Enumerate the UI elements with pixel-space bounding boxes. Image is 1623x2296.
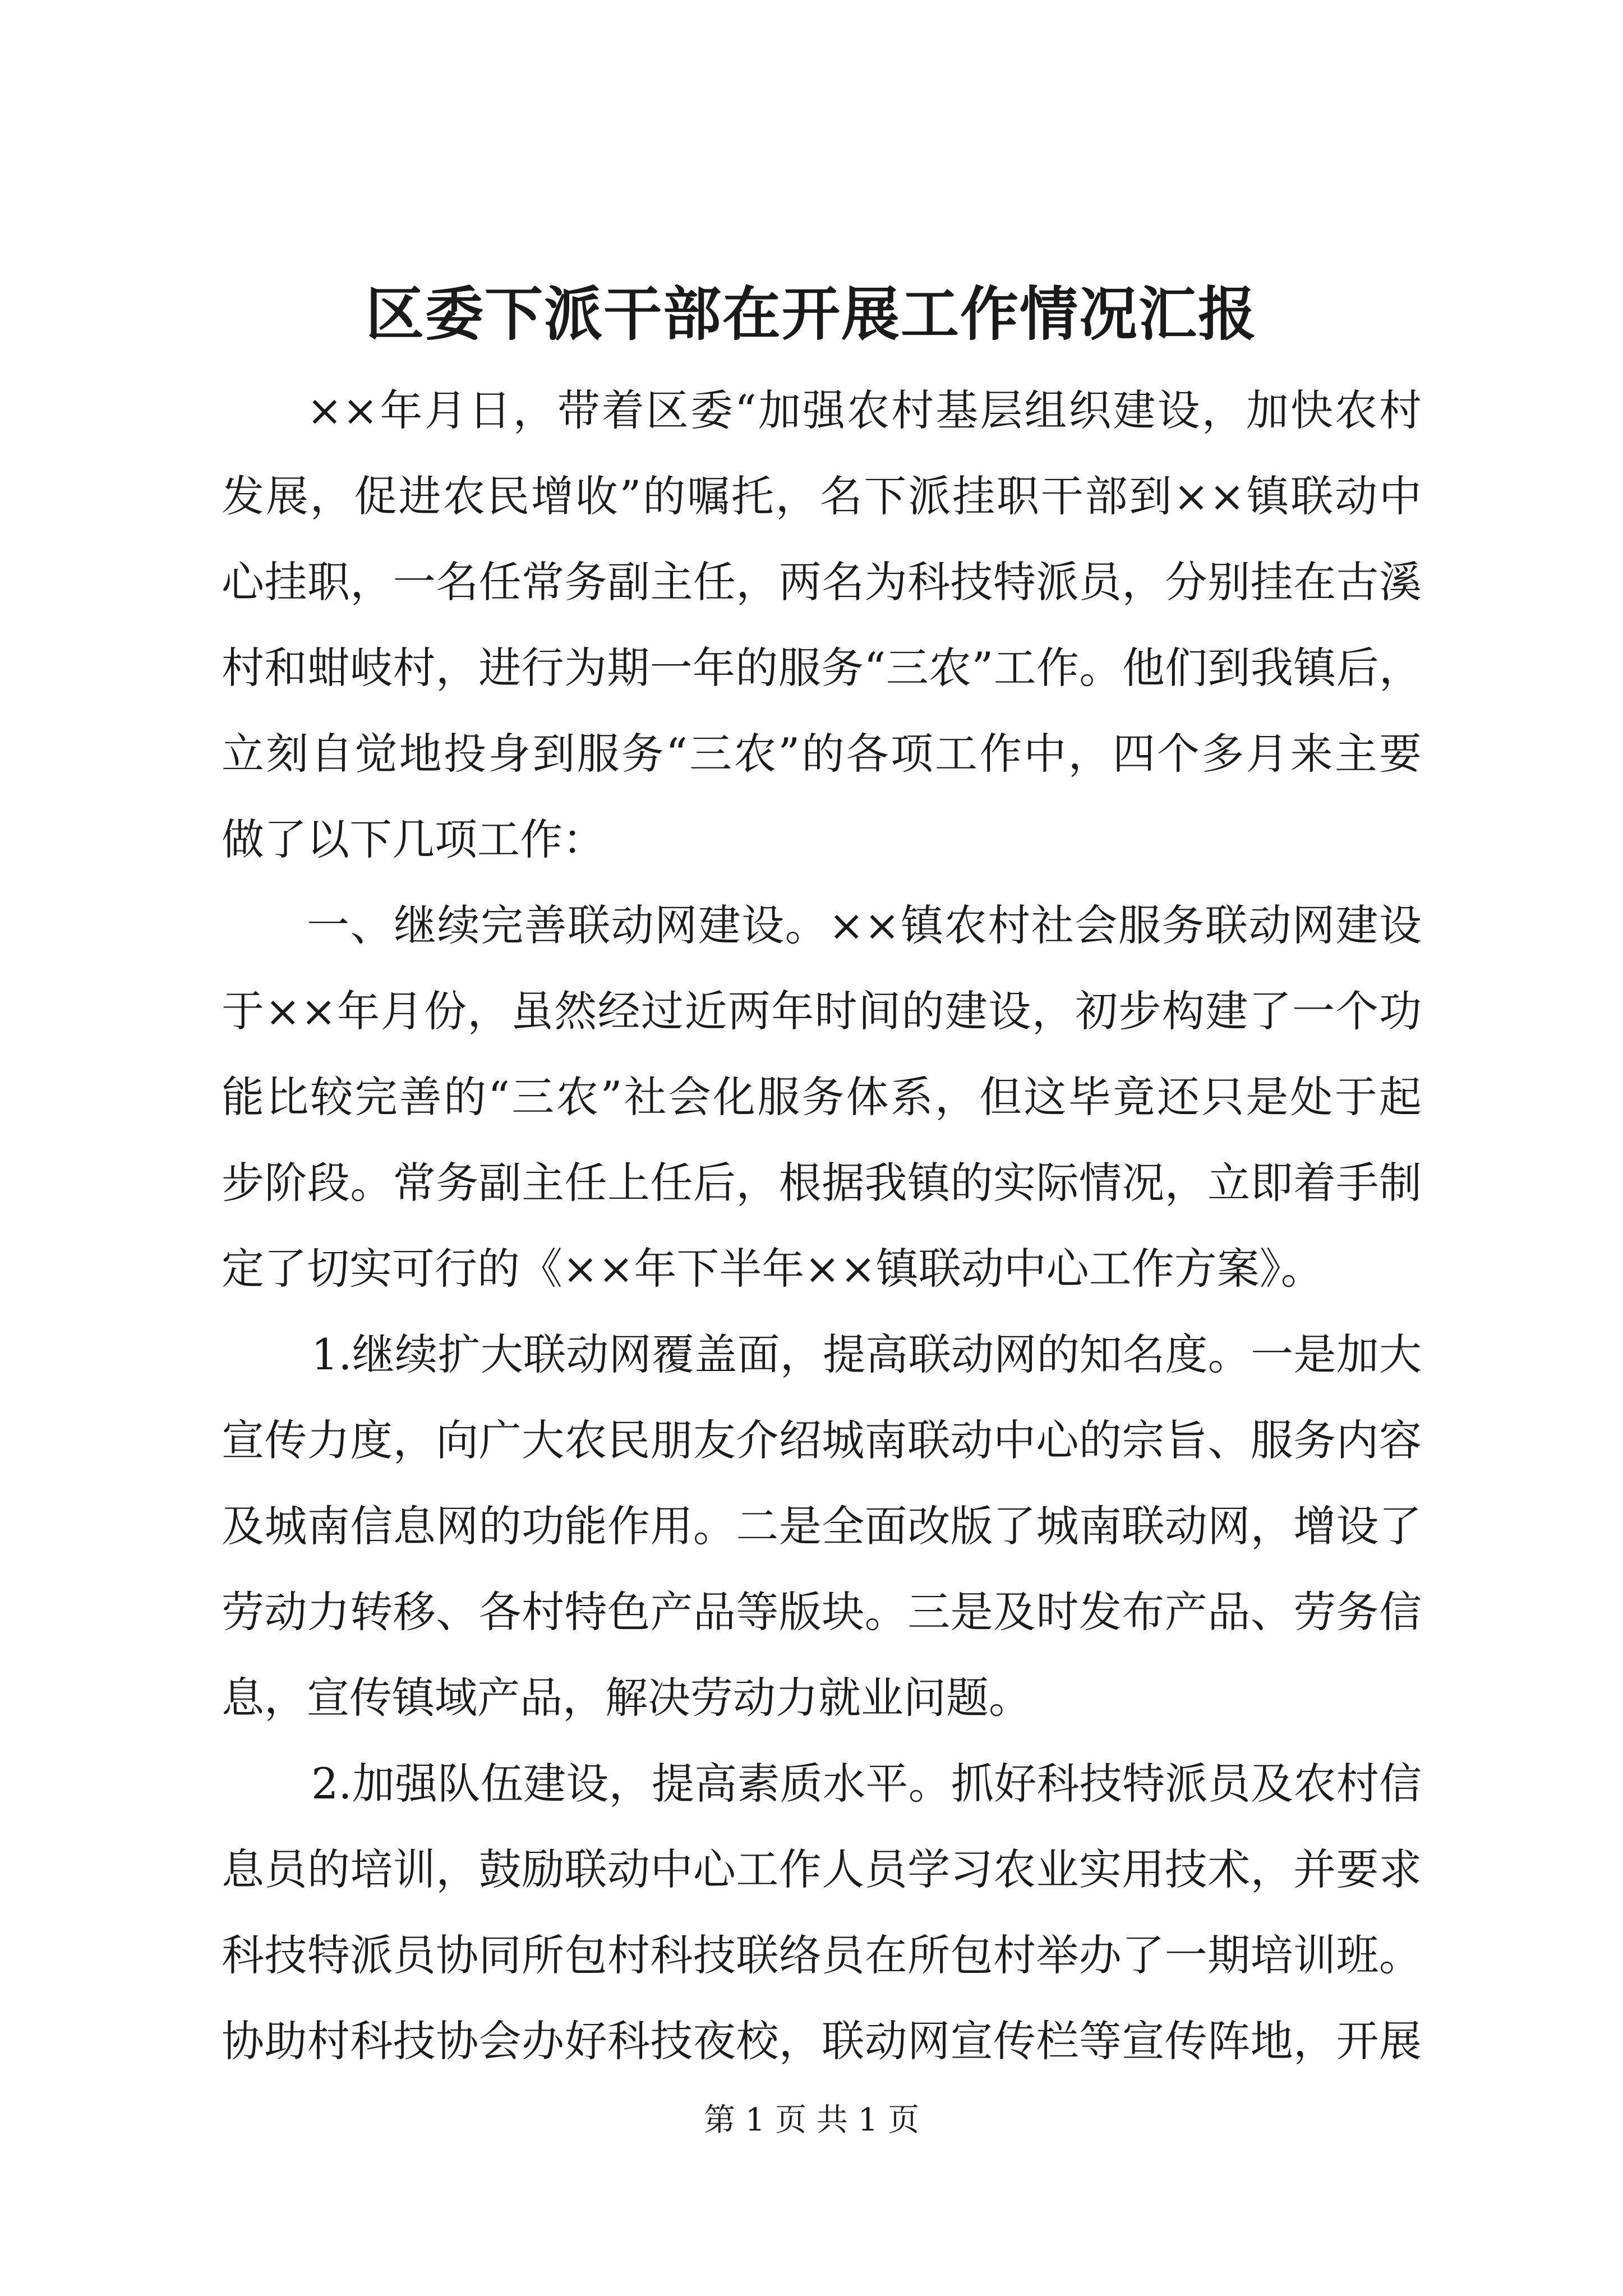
text-line: 1.继续扩大联动网覆盖面，提高联动网的知名度。一是加大 (311, 1329, 1422, 1379)
text-line: ××年月日，带着区委“加强农村基层组织建设，加快农村 (307, 385, 1422, 435)
page-footer: 第 1 页 共 1 页 (703, 2102, 920, 2138)
text-line: 村和蚶岐村，进行为期一年的服务“三农”工作。他们到我镇后， (222, 643, 1422, 693)
text-line: 宣传力度，向广大农民朋友介绍城南联动中心的宗旨、服务内容 (222, 1415, 1422, 1465)
paragraph-item-2 (222, 1741, 1422, 2084)
text-line: 息员的培训，鼓励联动中心工作人员学习农业实用技术，并要求 (222, 1844, 1422, 1894)
text-line: 立刻自觉地投身到服务“三农”的各项工作中，四个多月来主要 (222, 729, 1422, 779)
document-title: 区委下派干部在开展工作情况汇报 (365, 279, 1257, 348)
text-line: 劳动力转移、各村特色产品等版块。三是及时发布产品、劳务信 (222, 1587, 1422, 1637)
paragraph-section-1 (222, 882, 1422, 1312)
document-body (222, 367, 1422, 2084)
text-line: 于××年月份，虽然经过近两年时间的建设，初步构建了一个功 (222, 986, 1422, 1036)
text-line: 能比较完善的“三农”社会化服务体系，但这毕竟还只是处于起 (222, 1072, 1422, 1122)
text-line: 定了切实可行的《××年下半年××镇联动中心工作方案》。 (222, 1244, 1324, 1294)
text-line: 协助村科技协会办好科技夜校，联动网宣传栏等宣传阵地，开展 (222, 2016, 1422, 2066)
text-line: 2.加强队伍建设，提高素质水平。抓好科技特派员及农村信 (311, 1759, 1422, 1809)
paragraph-item-1 (222, 1312, 1422, 1741)
text-line: 息，宣传镇域产品，解决劳动力就业问题。 (222, 1673, 1031, 1723)
text-line: 科技特派员协同所包村科技联络员在所包村举办了一期培训班。 (222, 1930, 1422, 1980)
text-line: 及城南信息网的功能作用。二是全面改版了城南联动网，增设了 (222, 1501, 1422, 1551)
text-line: 心挂职，一名任常务副主任，两名为科技特派员，分别挂在古溪 (222, 557, 1422, 607)
text-line: 发展，促进农民增收”的嘱托，名下派挂职干部到××镇联动中 (222, 471, 1422, 521)
text-line: 一、继续完善联动网建设。××镇农村社会服务联动网建设 (307, 900, 1422, 950)
paragraph-intro (222, 367, 1422, 882)
text-line: 步阶段。常务副主任上任后，根据我镇的实际情况，立即着手制 (222, 1158, 1422, 1208)
text-line: 做了以下几项工作： (222, 815, 605, 864)
